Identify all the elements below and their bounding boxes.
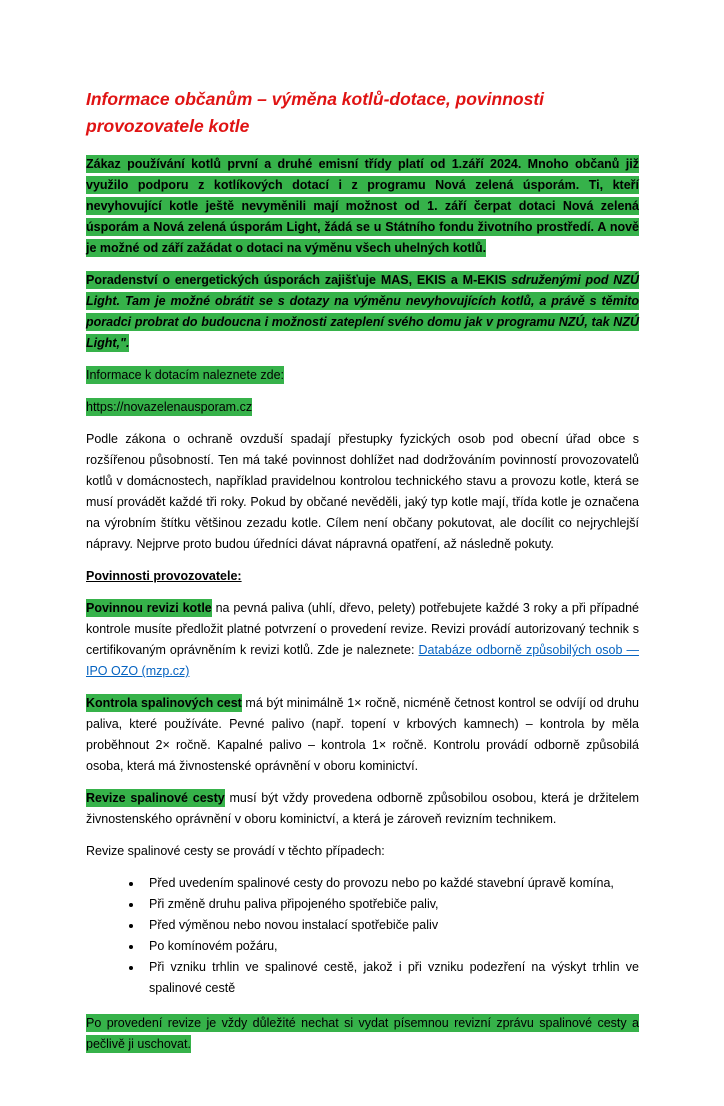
subsidy-url-link[interactable]: https://novazelenausporam.cz	[86, 398, 252, 416]
info-line-paragraph	[86, 365, 639, 386]
list-item: • Před uvedením spalinové cesty do provozu nebo po každé stavební úpravě komína,	[143, 873, 639, 894]
flue-inspection-paragraph	[86, 693, 639, 777]
flue-inspection-text: má být minimálně 1× ročně, nicméně četnost kontrol se odvíjí od druhu paliva, které používáte. Pevné palivo (např. topení v krbových kamnech) – kontrola by měla proběhnout 2× ročně. Kapalné palivo – kontrola 1× ročně. Kontrolu provádí odborně způsobilá osoba, která má živnostenské oprávnění v oboru kominictví.	[86, 696, 639, 774]
consulting-paragraph	[86, 270, 639, 354]
url-paragraph	[86, 397, 639, 418]
database-link[interactable]: Databáze odborně způsobilých osob — IPO OZO (mzp.cz)	[86, 643, 639, 679]
duties-heading	[86, 566, 639, 587]
duties-heading-text: Povinnosti provozovatele:	[86, 569, 242, 584]
flue-revision-highlight: Revize spalinové cesty	[86, 789, 225, 807]
ban-notice-paragraph	[86, 154, 639, 259]
flue-inspection-highlight: Kontrola spalinových cest	[86, 694, 242, 712]
boiler-revision-paragraph	[86, 598, 639, 682]
final-note-paragraph	[86, 1013, 639, 1055]
list-item: • Při vzniku trhlin ve spalinové cestě, jakož i při vzniku podezření na výskyt trhlin ve spalinové cestě	[143, 957, 639, 999]
info-line-text: Informace k dotacím naleznete zde:	[86, 366, 284, 384]
flue-revision-paragraph	[86, 788, 639, 830]
boiler-revision-text: na pevná paliva (uhlí, dřevo, pelety) potřebujete každé 3 roky a při případné kontrole musíte předložit platné potvrzení o provedení revize. Revizi provádí autorizovaný technik s certifikovaným oprávněním k revizi kotlů. Zde je naleznete:	[86, 601, 639, 658]
flue-revision-text: musí být vždy provedena odborně způsobilou osobou, která je držitelem živnostenského oprávnění v oboru kominictví, a která je zároveň revizním technikem.	[86, 791, 639, 827]
ban-notice-text: Zákaz používání kotlů první a druhé emisní třídy platí od 1.září 2024. Mnoho občanů již využilo podporu z kotlíkových dotací i z programu Nová zelená úsporám. Ti, kteří nevyhovující kotle ještě nevyměnili mají možnost od 1. září čerpat dotaci Nová zelená úsporám a Nová zelená úsporám Light, žádá se u Státního fondu životního prostředí. A nově je možné od září zažádat o dotaci na výměnu všech uhelných kotlů.	[86, 155, 639, 257]
consulting-bold-text: Poradenství o energetických úsporách zajišťuje MAS, EKIS a M-EKIS	[86, 271, 511, 289]
final-note-text: Po provedení revize je vždy důležité nechat si vydat písemnou revizní zprávu spalinové cesty a pečlivě ji uschovat.	[86, 1014, 639, 1053]
law-paragraph: Podle zákona o ochraně ovzduší spadají přestupky fyzických osob pod obecní úřad obce s rozšířenou působností. Ten má také povinnost dohlížet nad dodržováním povinností provozovatelů kotlů v domácnostech, například pravidelnou kontrolou technického stavu a provozu kotle, která se musí provádět každé tři roky. Pokud by občané nevěděli, jaký typ kotle mají, třída kotle je označena na výrobním štítku většinou zezadu kotle. Cílem není občany pokutovat, ale docílit co nejrychlejší nápravy. Nejprve proto budou úředníci dávat nápravná opatření, až následně pokuty.	[86, 432, 639, 552]
list-item: • Po komínovém požáru,	[143, 936, 639, 957]
consulting-italic-text: sdruženými pod NZÚ Light. Tam je možné obrátit se s dotazy na výměnu nevyhovujících kotlů, a právě s těmito poradci probrat do budoucna i možnosti zateplení svého domu jak v programu NZÚ, tak NZÚ Light,".	[86, 271, 639, 352]
list-item: • Při změně druhu paliva připojeného spotřebiče paliv,	[143, 894, 639, 915]
boiler-revision-highlight: Povinnou revizi kotle	[86, 599, 212, 617]
cases-list	[86, 873, 639, 999]
document-title: Informace občanům – výměna kotlů-dotace, povinnosti provozovatele kotle	[86, 89, 545, 137]
list-item: • Před výměnou nebo novou instalací spotřebiče paliv	[143, 915, 639, 936]
cases-intro: Revize spalinové cesty se provádí v těchto případech:	[86, 844, 385, 859]
